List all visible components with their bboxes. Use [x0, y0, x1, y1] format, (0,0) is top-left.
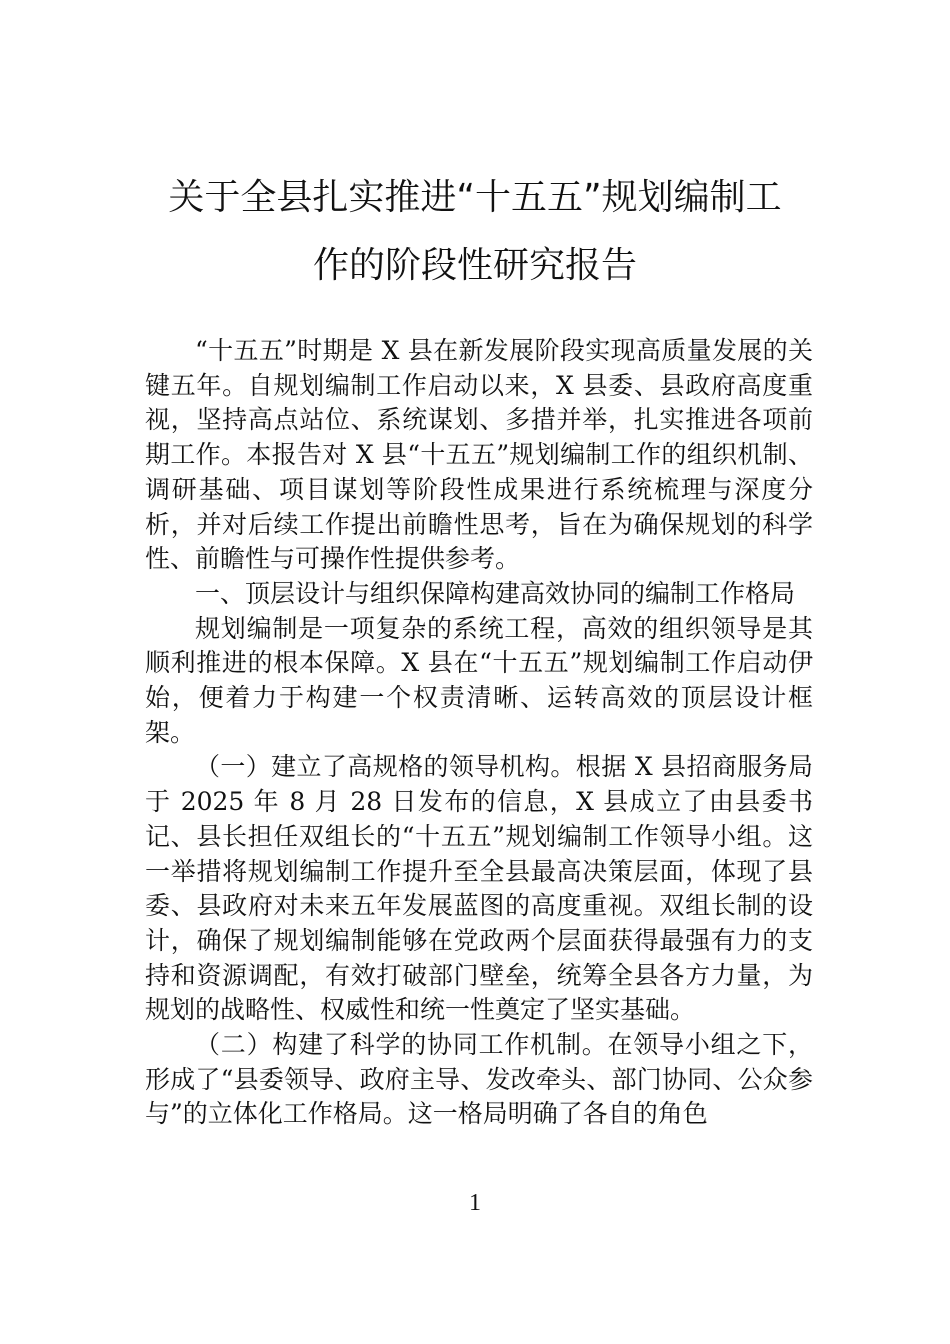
document-title-line-2: 作的阶段性研究报告	[312, 245, 637, 286]
document-body	[145, 334, 813, 1132]
page-number: 1	[469, 1190, 481, 1216]
subsection-2-paragraph: （二）构建了科学的协同工作机制。在领导小组之下，形成了“县委领导、政府主导、发改牵头、部门协同、公众参与”的立体化工作格局。这一格局明确了各自的角色	[145, 1030, 813, 1129]
section-1-paragraph: 规划编制是一项复杂的系统工程，高效的组织领导是其顺利推进的根本保障。X 县在“十五五”规划编制工作启动伊始，便着力于构建一个权责清晰、运转高效的顶层设计框架。	[145, 613, 813, 747]
section-heading-1: 一、顶层设计与组织保障构建高效协同的编制工作格局	[195, 578, 796, 608]
subsection-1-paragraph: （一）建立了高规格的领导机构。根据 X 县招商服务局于 2025 年 8 月 28 日发布的信息，X 县成立了由县委书记、县长担任双组长的“十五五”规划编制工作领导小组。这一举措将规划编制工作提升至全县最高决策层面，体现了县委、县政府对未来五年发展蓝图的高度重视。双组长制的设计，确保了规划编制能够在党政两个层面获得最强有力的支持和资源调配，有效打破部门壁垒，统筹全县各方力量，为规划的战略性、权威性和统一性奠定了坚实基础。	[145, 752, 813, 1025]
intro-paragraph: “十五五”时期是 X 县在新发展阶段实现高质量发展的关键五年。自规划编制工作启动以来，X 县委、县政府高度重视，坚持高点站位、系统谋划、多措并举，扎实推进各项前期工作。本报告对 X 县“十五五”规划编制工作的组织机制、调研基础、项目谋划等阶段性成果进行系统梳理与深度分析，并对后续工作提出前瞻性思考，旨在为确保规划的科学性、前瞻性与可操作性提供参考。	[145, 336, 813, 574]
document-title-line-1: 关于全县扎实推进“十五五”规划编制工	[168, 177, 782, 218]
